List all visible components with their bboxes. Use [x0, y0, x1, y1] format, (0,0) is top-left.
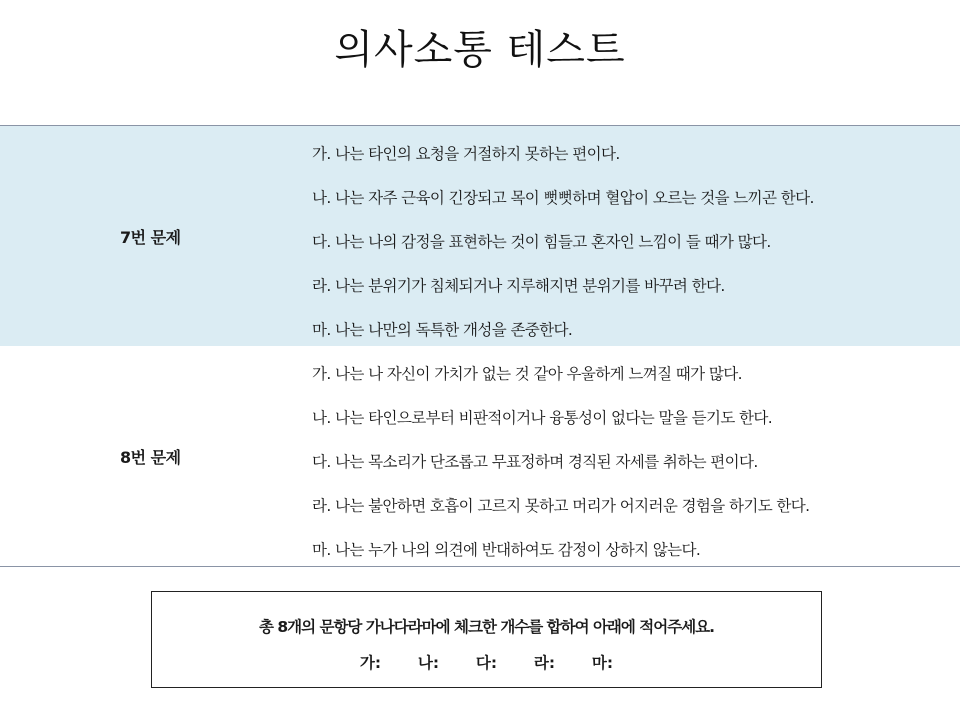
- question-7-section: [0, 126, 960, 346]
- question-8-items: [312, 361, 810, 581]
- instruction-text: 총 8개의 문항당 가나다라마에 체크한 개수를 합하여 아래에 적어주세요.: [258, 618, 715, 636]
- bottom-divider: [0, 566, 960, 567]
- page-title: 의사소통 테스트: [334, 27, 626, 73]
- statement-item: 가. 나는 타인의 요청을 거절하지 못하는 편이다.: [312, 145, 620, 163]
- question-7-label: 7번 문제: [120, 227, 181, 247]
- statement-item: 라. 나는 분위기가 침체되거나 지루해지면 분위기를 바꾸려 한다.: [312, 277, 725, 295]
- question-8-label: 8번 문제: [120, 447, 181, 467]
- question-8-section: [0, 346, 960, 566]
- statement-item: 다. 나는 목소리가 단조롭고 무표정하며 경직된 자세를 취하는 편이다.: [312, 453, 758, 471]
- statement-item: 마. 나는 누가 나의 의견에 반대하여도 감정이 상하지 않는다.: [312, 541, 701, 559]
- answer-fields: [152, 651, 821, 673]
- answer-ga[interactable]: 가:: [359, 654, 382, 672]
- answer-da[interactable]: 다:: [475, 654, 498, 672]
- statement-item: 나. 나는 타인으로부터 비판적이거나 융통성이 없다는 말을 듣기도 한다.: [312, 409, 773, 427]
- statement-item: 나. 나는 자주 근육이 긴장되고 목이 뻣뻣하며 혈압이 오르는 것을 느끼곤 한다.: [312, 189, 814, 207]
- answer-box: [151, 591, 822, 688]
- statement-item: 다. 나는 나의 감정을 표현하는 것이 힘들고 혼자인 느낌이 들 때가 많다.: [312, 233, 771, 251]
- answer-ma[interactable]: 마:: [591, 654, 614, 672]
- statement-item: 마. 나는 나만의 독특한 개성을 존중한다.: [312, 321, 573, 339]
- answer-na[interactable]: 나:: [417, 654, 440, 672]
- statement-item: 가. 나는 나 자신이 가치가 없는 것 같아 우울하게 느껴질 때가 많다.: [312, 365, 742, 383]
- statement-item: 라. 나는 불안하면 호흡이 고르지 못하고 머리가 어지러운 경험을 하기도 한다.: [312, 497, 810, 515]
- question-7-items: [312, 141, 814, 361]
- answer-ra[interactable]: 라:: [533, 654, 556, 672]
